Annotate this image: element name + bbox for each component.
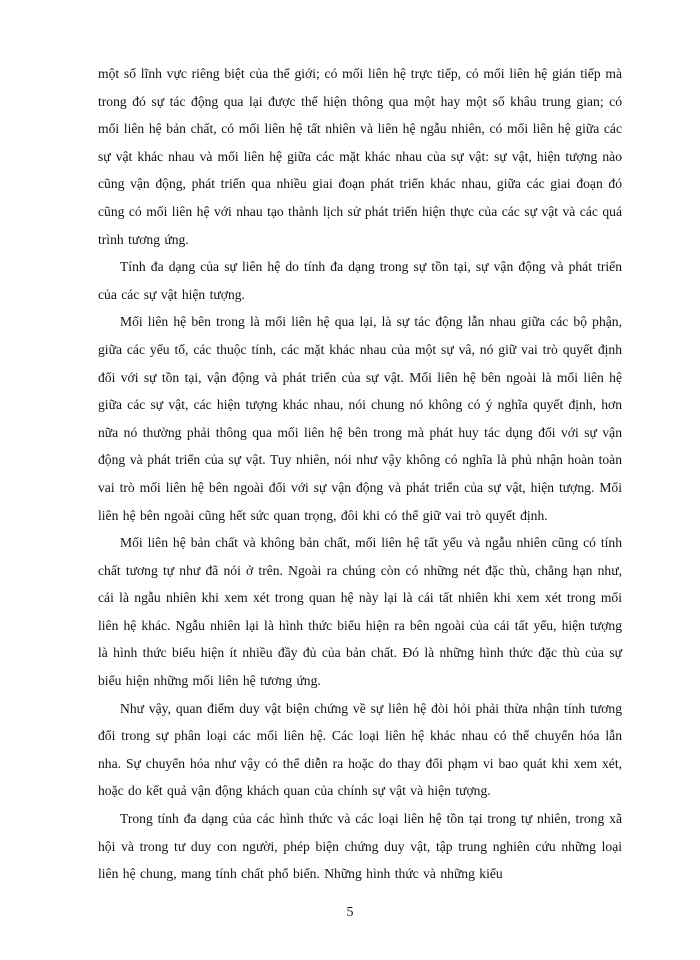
paragraph-2: Tính đa dạng của sự liên hệ do tính đa dạng trong sự tồn tại, sự vận động và phát triển của các sự vật hiện tượng. xyxy=(98,259,622,302)
paragraph-4: Mối liên hệ bản chất và không bản chất, mối liên hệ tất yếu và ngẫu nhiên cũng có tính chất tương tự như đã nói ở trên. Ngoài ra chúng còn có những nét đặc thù, chẳng hạn như, cái là ngẫu nhiên khi xem xét trong quan hệ này lại là cái tất nhiên khi xem xét trong mối liên hệ khác. Ngẫu nhiên lại là hình thức biểu hiện ra bên ngoài của cái tất yếu, hiện tượng là hình thức biểu hiện ít nhiều đầy đủ của bản chất. Đó là những hình thức đặc thù của sự biểu hiện những mối liên hệ tương ứng. xyxy=(98,535,622,689)
page-number: 5 xyxy=(346,905,354,920)
paragraph-1: một số lĩnh vực riêng biệt của thế giới; có mối liên hệ trực tiếp, có mối liên hệ gián tiếp mà trong đó sự tác động qua lại được thể hiện thông qua một hay một số khâu trung gian; có mối liên hệ bản chất, có mối liên hệ tất nhiên và liên hệ ngẫu nhiên, có mối liên hệ giữa các sự vật khác nhau và mối liên hệ giữa các mặt khác nhau của sự vật: sự vật, hiện tượng nào cũng vận động, phát triển qua nhiều giai đoạn phát triển khác nhau, giữa các giai đoạn đó cũng có mối liên hệ với nhau tạo thành lịch sử phát triển hiện thực của các sự vật và các quá trình tương ứng. xyxy=(98,66,622,247)
body-text xyxy=(98,60,622,888)
paragraph-6: Trong tính đa dạng của các hình thức và các loại liên hệ tồn tại trong tự nhiên, trong xã hội và trong tư duy con người, phép biện chứng duy vật, tập trung nghiên cứu những loại liên hệ chung, mang tính chất phổ biến. Những hình thức và những kiểu xyxy=(98,811,622,882)
paragraph-3: Mối liên hệ bên trong là mối liên hệ qua lại, là sự tác động lẫn nhau giữa các bộ phận, giữa các yếu tố, các thuộc tính, các mặt khác nhau của một sự vâ, nó giữ vai trò quyết định đối với sự tồn tại, vận động và phát triển của sự vật. Mối liên hệ bên ngoài là mối liên hệ giữa các sự vật, các hiện tượng khác nhau, nói chung nó không có ý nghĩa quyết định, hơn nữa nó thường phải thông qua mối liên hệ bên trong mà phát huy tác dụng đối với sự vận động và phát triển của sự vật. Tuy nhiên, nói như vậy không có nghĩa là phủ nhận hoàn toàn vai trò mối liên hệ bên ngoài đối với sự vận động và phát triển của sự vật, hiện tượng. Mối liên hệ bên ngoài cũng hết sức quan trọng, đôi khi có thể giữ vai trò quyết định. xyxy=(98,314,622,523)
paragraph-5: Như vậy, quan điểm duy vật biện chứng về sự liên hệ đòi hỏi phải thừa nhận tính tương đối trong sự phân loại các mối liên hệ. Các loại liên hệ khác nhau có thể chuyển hóa lẫn nha. Sự chuyển hóa như vậy có thể diễn ra hoặc do thay đổi phạm vi bao quát khi xem xét, hoặc do kết quả vận động khách quan của chính sự vật và hiện tượng. xyxy=(98,700,622,799)
